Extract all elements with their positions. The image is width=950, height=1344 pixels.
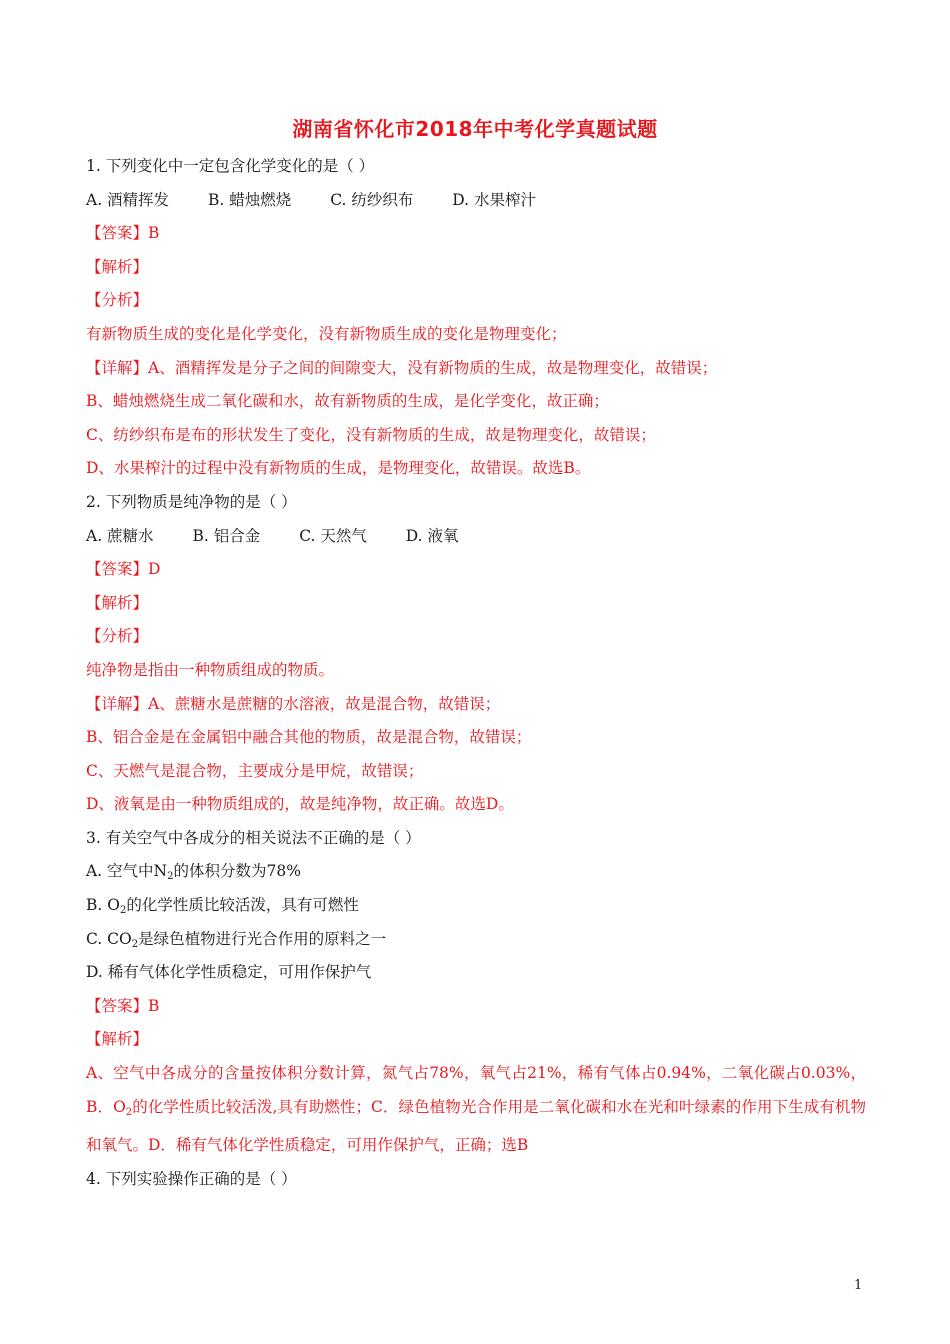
option-a: A. 酒精挥发 [86, 190, 170, 209]
answer-tag: 【答案】 [86, 560, 149, 579]
question-1-stem: 1. 下列变化中一定包含化学变化的是（ ） [86, 157, 375, 175]
answer-line [86, 553, 866, 587]
detail-a-text: A、蔗糖水是蔗糖的水溶液，故是混合物，故错误； [148, 694, 501, 713]
answer-line [86, 217, 866, 251]
question-3-option-a: A. 空气中$N_2$的体积分数为78% [86, 862, 301, 883]
detail-line-a [86, 688, 866, 722]
jiexi-tag: 【解析】 [86, 593, 149, 612]
jiexi-tag: 【解析】 [86, 1030, 149, 1049]
option-c: C. 纺纱织布 [330, 190, 414, 209]
option-a: A. 蔗糖水 [86, 526, 154, 545]
question-2-options [86, 520, 866, 554]
answer-value: D [148, 560, 161, 579]
detail-tag: 【详解】 [86, 358, 149, 377]
option-c: C. 天然气 [299, 526, 367, 545]
fenxi-tag: 【分析】 [86, 291, 149, 310]
detail-line-b: B、铝合金是在金属铝中融合其他的物质，故是混合物，故错误； [86, 728, 532, 747]
question-1-options [86, 184, 866, 218]
detail-line-c: C、天燃气是混合物，主要成分是甲烷，故错误； [86, 761, 424, 780]
option-b: B. 蜡烛燃烧 [208, 190, 292, 209]
question-3-option-b: B. $O_2$的化学性质比较活泼，具有可燃性 [86, 896, 359, 917]
detail-a-text: A、酒精挥发是分子之间的间隙变大，没有新物质的生成，故是物理变化，故错误； [148, 358, 718, 377]
document-body [86, 150, 866, 1196]
answer-value: B [148, 224, 160, 243]
answer-value: B [148, 996, 160, 1015]
fenxi-text: 有新物质生成的变化是化学变化，没有新物质生成的变化是物理变化； [86, 324, 567, 343]
question-3-explanation: A、空气中各成分的含量按体积分数计算，氮气占78%，氧气占21%，稀有气体占0.94%，二氧化碳占0.03%，B．$O_2$的化学性质比较活泼,具有助燃性；C．绿色植物光合作用是二氧化碳和水在光和叶绿素的作用下生成有机物和氧气。D．稀有气体化学性质稳定，可用作保护气，正确；选B [86, 1064, 866, 1155]
answer-tag: 【答案】 [86, 224, 149, 243]
detail-line-b: B、蜡烛燃烧生成二氧化碳和水，故有新物质的生成，是化学变化，故正确； [86, 392, 609, 411]
jiexi-tag: 【解析】 [86, 257, 149, 276]
question-3-stem: 3. 有关空气中各成分的相关说法不正确的是（ ） [86, 828, 421, 847]
question-3-option-d: D. 稀有气体化学性质稳定，可用作保护气 [86, 963, 372, 982]
question-3-option-c: C. $CO_2$是绿色植物进行光合作用的原料之一 [86, 929, 387, 950]
fenxi-tag: 【分析】 [86, 627, 149, 646]
detail-tag: 【详解】 [86, 694, 149, 713]
option-d: D. 水果榨汁 [452, 190, 537, 209]
page-number: 1 [854, 1278, 863, 1293]
fenxi-text: 纯净物是指由一种物质组成的物质。 [86, 660, 335, 679]
answer-tag: 【答案】 [86, 996, 149, 1015]
answer-line [86, 990, 866, 1024]
detail-line-d: D、水果榨汁的过程中没有新物质的生成，是物理变化，故错误。故选B。 [86, 459, 591, 478]
detail-line-c: C、纺纱织布是布的形状发生了变化，没有新物质的生成，故是物理变化，故错误； [86, 425, 656, 444]
question-4-stem: 4. 下列实验操作正确的是（ ） [86, 1169, 297, 1188]
question-2-stem: 2. 下列物质是纯净物的是（ ） [86, 492, 297, 511]
detail-line-a [86, 352, 866, 386]
detail-line-d: D、液氧是由一种物质组成的，故是纯净物，故正确。故选D。 [86, 795, 514, 814]
option-d: D. 液氧 [405, 526, 459, 545]
document-title: 湖南省怀化市2018年中考化学真题试题 [292, 117, 658, 141]
option-b: B. 铝合金 [192, 526, 261, 545]
